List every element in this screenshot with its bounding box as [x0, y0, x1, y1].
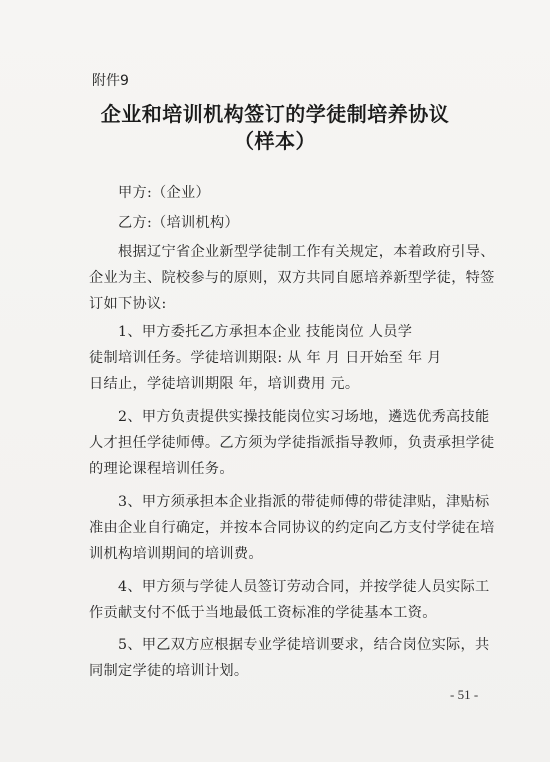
party-b: 乙方:（培训机构）	[118, 215, 239, 231]
clause-3-line: 3、甲方须承担本企业指派的带徒师傅的带徒津贴，津贴标	[118, 494, 490, 510]
intro-line: 根据辽宁省企业新型学徒制工作有关规定，本着政府引导、	[118, 244, 495, 260]
clause-4-line: 作贡献支付不低于当地最低工资标准的学徒基本工资。	[89, 605, 437, 621]
document-subtitle: （样本）	[234, 129, 316, 153]
clause-2-line: 2、甲方负责提供实操技能岗位实习场地，遴选优秀高技能	[118, 409, 490, 425]
party-a: 甲方:（企业）	[118, 185, 211, 201]
document-title: 企业和培训机构签订的学徒制培养协议	[100, 102, 450, 126]
intro-line: 企业为主、院校参与的原则，双方共同自愿培养新型学徒，特签	[89, 270, 495, 286]
clause-1-line: 徒制培训任务。学徒培训期限: 从 年 月 日开始至 年 月	[89, 350, 442, 366]
clause-3-line: 训机构培训期间的培训费。	[89, 546, 263, 562]
clause-2-line: 人才担任学徒师傅。乙方须为学徒指派指导教师，负责承担学徒	[89, 435, 495, 451]
clause-1-line: 1、甲方委托乙方承担本企业 技能岗位 人员学	[118, 324, 413, 340]
clause-1-line: 日结止，学徒培训期限 年，培训费用 元。	[89, 376, 360, 392]
clause-5-line: 同制定学徒的培训计划。	[89, 663, 249, 679]
clause-5-line: 5、甲乙双方应根据专业学徒培训要求，结合岗位实际，共	[118, 637, 490, 653]
page-number: - 51 -	[450, 687, 479, 702]
clause-4-line: 4、甲方须与学徒人员签订劳动合同，并按学徒人员实际工	[118, 579, 490, 595]
intro-line: 订如下协议:	[89, 296, 167, 312]
clause-3-line: 准由企业自行确定，并按本合同协议的约定向乙方支付学徒在培	[89, 520, 495, 536]
clause-2-line: 的理论课程培训任务。	[89, 461, 234, 477]
attachment-label: 附件9	[92, 73, 129, 89]
